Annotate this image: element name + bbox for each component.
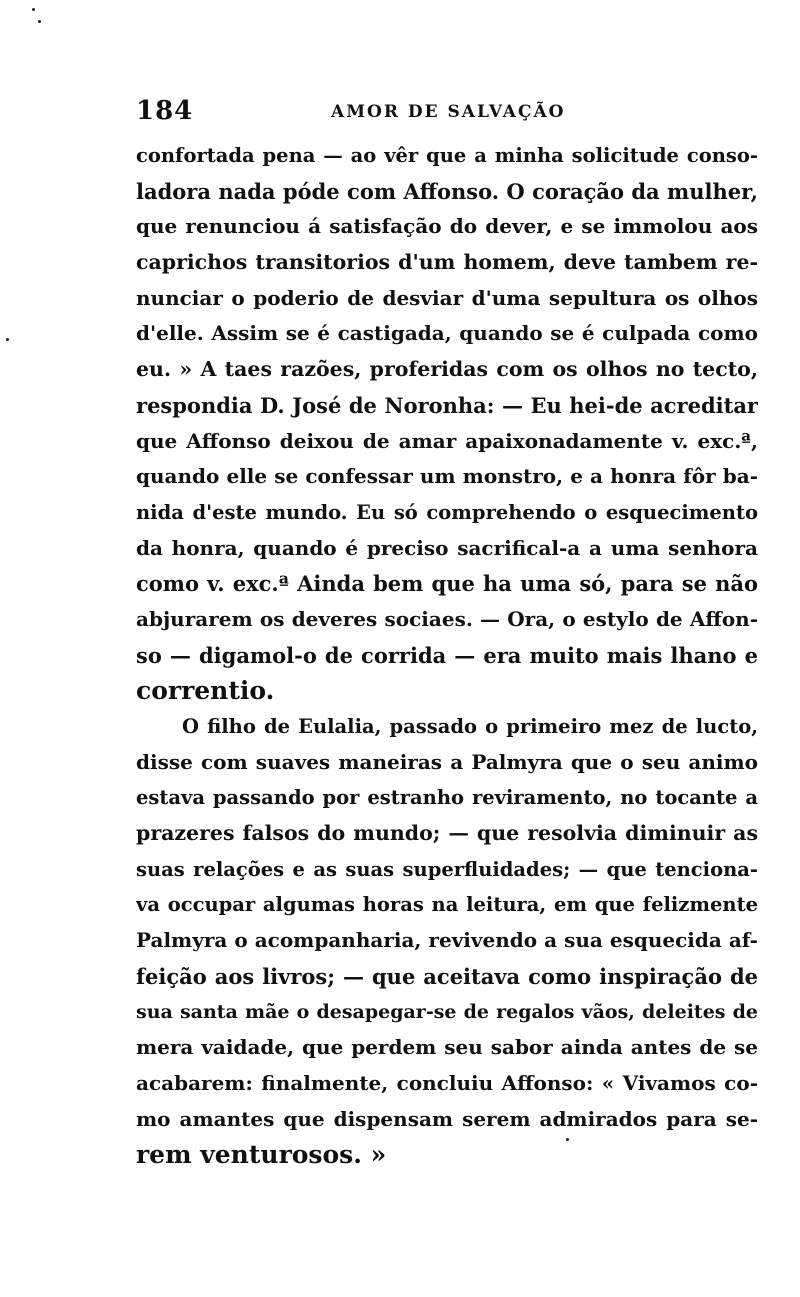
paragraph-end-line: rem venturosos. »: [136, 1140, 387, 1170]
text-line: suas relações e as suas superfluidades; — que tenciona-: [136, 857, 758, 881]
text-line: caprichos transitorios d'um homem, deve tambem re-: [136, 250, 758, 275]
text-line: prazeres falsos do mundo; — que resolvia diminuir as: [136, 821, 758, 846]
text-line: como v. exc.ª Ainda bem que ha uma só, para se não: [136, 571, 758, 597]
text-line: acabarem: finalmente, concluiu Affonso: « Vivamos co-: [136, 1070, 758, 1095]
running-title: AMOR DE SALVAÇÃO: [331, 102, 566, 122]
text-line: nunciar o poderio de desviar d'uma sepultura os olhos: [136, 285, 758, 310]
page-header: [136, 96, 756, 136]
text-line: quando elle se confessar um monstro, e a honra fôr ba-: [136, 464, 758, 489]
text-line: va occupar algumas horas na leitura, em que felizmente: [136, 893, 758, 917]
scan-speck: [566, 1138, 569, 1141]
page-number: 184: [136, 96, 194, 126]
text-line: sua santa mãe o desapegar-se de regalos vãos, deleites de: [136, 1000, 758, 1023]
text-line: que Affonso deixou de amar apaixonadamente v. exc.ª,: [136, 428, 758, 453]
text-line: confortada pena — ao vêr que a minha solicitude conso-: [136, 144, 758, 167]
text-line: ladora nada póde com Affonso. O coração da mulher,: [136, 178, 758, 204]
paragraph-start-line: O filho de Eulalia, passado o primeiro mez de lucto,: [182, 715, 758, 738]
text-line: da honra, quando é preciso sacrifical-a a uma senhora: [136, 535, 758, 560]
text-line: disse com suaves maneiras a Palmyra que o seu animo: [136, 749, 758, 774]
text-line: d'elle. Assim se é castigada, quando se é culpada como: [136, 321, 758, 346]
text-line: mo amantes que dispensam serem admirados para se-: [136, 1106, 758, 1131]
text-line: abjurarem os deveres sociaes. — Ora, o estylo de Affon-: [136, 606, 758, 631]
text-line: estava passando por estranho reviramento, no tocante a: [136, 786, 758, 810]
text-line: nida d'este mundo. Eu só comprehendo o esquecimento: [136, 500, 758, 524]
scan-speck: [38, 20, 41, 23]
text-line: eu. » A taes razões, proferidas com os olhos no tecto,: [136, 357, 758, 382]
body-text: [136, 138, 758, 1173]
text-line: respondia D. José de Noronha: — Eu hei-de acreditar: [136, 392, 758, 418]
text-line: que renunciou á satisfação do dever, e se immolou aos: [136, 214, 758, 239]
paragraph-end-line: correntio.: [136, 676, 275, 706]
text-line: mera vaidade, que perdem seu sabor ainda antes de se: [136, 1035, 758, 1060]
text-line: feição aos livros; — que aceitava como inspiração de: [136, 963, 758, 989]
scan-speck: [6, 338, 9, 341]
text-line: Palmyra o acompanharia, revivendo a sua esquecida af-: [136, 928, 758, 953]
scan-speck: [32, 8, 35, 11]
text-line: so — digamol-o de corrida — era muito mais lhano e: [136, 642, 758, 668]
